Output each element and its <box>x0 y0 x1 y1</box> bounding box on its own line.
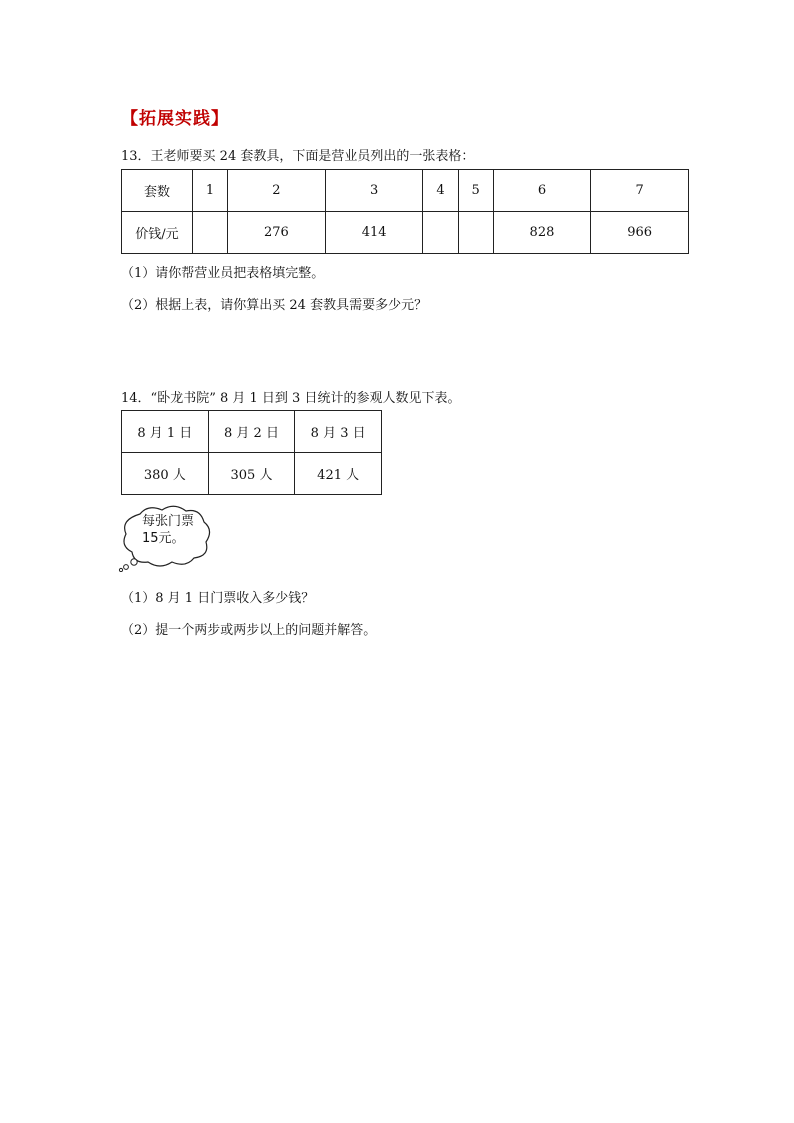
table-cell: 6 <box>493 170 591 212</box>
table-cell: 2 <box>228 170 326 212</box>
table-cell: 421 人 <box>295 453 382 495</box>
table-cell: 8 月 3 日 <box>295 411 382 453</box>
question-14-stem: 14．“卧龙书院” 8 月 1 日到 3 日统计的参观人数见下表。 <box>121 391 461 406</box>
table-cell: 价钱/元 <box>122 212 193 254</box>
table-cell: 966 <box>591 212 689 254</box>
table-cell-blank <box>458 212 493 254</box>
table-cell-blank <box>423 212 458 254</box>
table-cell-blank <box>193 212 228 254</box>
bubble-text <box>142 513 194 547</box>
table-cell: 8 月 2 日 <box>208 411 295 453</box>
question-13-stem: 13．王老师要买 24 套教具，下面是营业员列出的一张表格： <box>121 149 475 164</box>
table-cell: 414 <box>325 212 423 254</box>
table-cell: 5 <box>458 170 493 212</box>
visitor-table <box>121 410 382 495</box>
table-cell: 305 人 <box>208 453 295 495</box>
question-14-sub2: （2）提一个两步或两步以上的问题并解答。 <box>121 623 377 638</box>
table-row <box>122 170 689 212</box>
table-cell: 1 <box>193 170 228 212</box>
section-title: 【拓展实践】 <box>121 109 229 129</box>
table-cell: 4 <box>423 170 458 212</box>
table-cell: 7 <box>591 170 689 212</box>
table-row <box>122 212 689 254</box>
table-cell: 3 <box>325 170 423 212</box>
question-13-sub1: （1）请你帮营业员把表格填完整。 <box>121 266 325 281</box>
question-13-sub2: （2）根据上表，请你算出买 24 套教具需要多少元？ <box>121 298 428 313</box>
bubble-line-1: 每张门票 <box>142 514 195 529</box>
table-cell: 套数 <box>122 170 193 212</box>
bubble-line-2: 15元。 <box>142 531 185 546</box>
price-table <box>121 169 689 254</box>
table-cell: 828 <box>493 212 591 254</box>
table-cell: 8 月 1 日 <box>122 411 209 453</box>
table-cell: 276 <box>228 212 326 254</box>
question-14-sub1: （1）8 月 1 日门票收入多少钱？ <box>121 591 315 606</box>
table-row <box>122 453 382 495</box>
table-row <box>122 411 382 453</box>
table-cell: 380 人 <box>122 453 209 495</box>
